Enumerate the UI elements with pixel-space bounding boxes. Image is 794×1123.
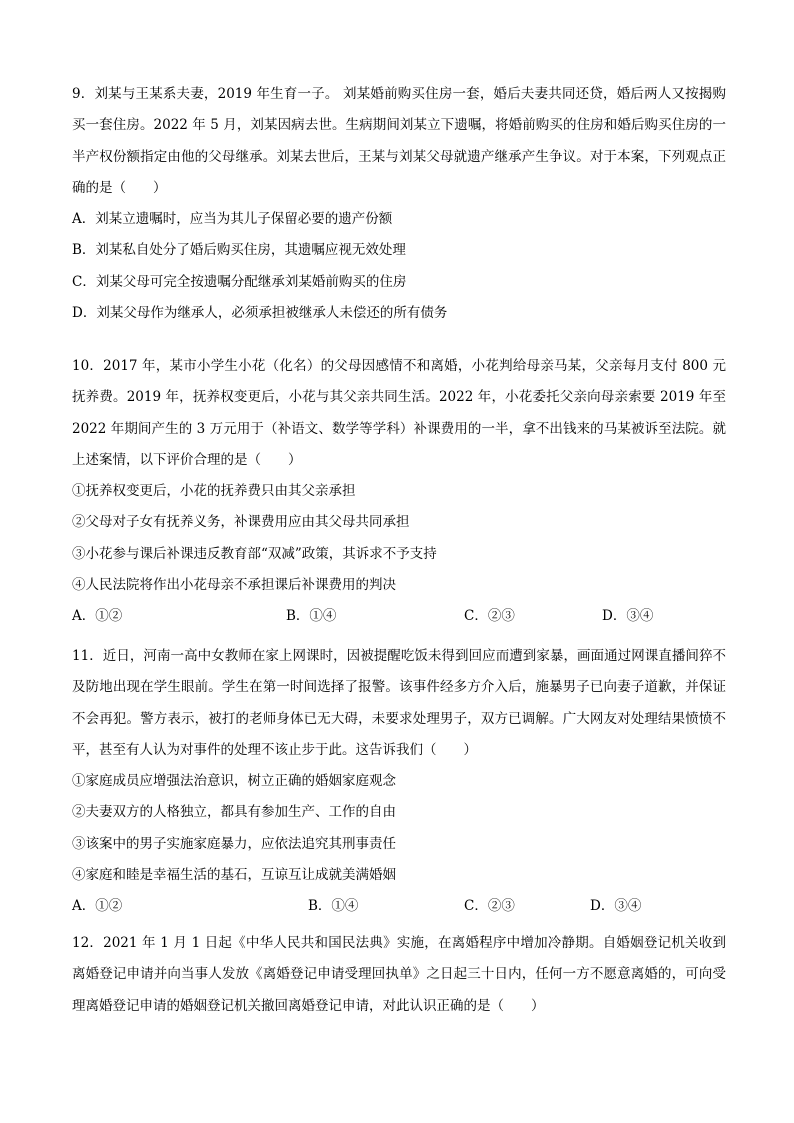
question-9-option-b: B．刘某私自处分了婚后购买住房，其遗嘱应视无效处理 (72, 242, 406, 259)
question-11-choice-c: C．②③ (464, 898, 515, 915)
question-11-item-2: ②夫妻双方的人格独立，都具有参加生产、工作的自由 (72, 804, 396, 821)
question-9-stem: 9．刘某与王某系夫妻，2019 年生育一子。 刘某婚前购买住房一套，婚后夫妻共同还贷，婚后两人又按揭购买一套住房。2022 年 5 月，刘某因病去世。生病期间刘某立下遗嘱，将婚前购买的住房和婚后购买住房的一半产权份额指定由他的父母继承。刘某去世后，王某与刘某父母就遗产继承产生争议。对于本案，下列观点正确的是（ ） (72, 86, 726, 196)
question-10-choice-d: D．③④ (602, 608, 654, 625)
question-10-choice-b: B．①④ (286, 608, 337, 625)
question-9 (72, 79, 726, 329)
question-11-choice-b: B．①④ (308, 898, 359, 915)
question-11-item-1: ①家庭成员应增强法治意识，树立正确的婚姻家庭观念 (72, 773, 396, 790)
question-10 (72, 351, 726, 633)
question-9-option-d: D．刘某父母作为继承人，必须承担被继承人未偿还的所有债务 (72, 305, 448, 322)
question-12 (72, 928, 726, 1022)
question-10-item-4: ④人民法院将作出小花母亲不承担课后补课费用的判决 (72, 577, 396, 594)
question-11-item-4: ④家庭和睦是幸福生活的基石，互谅互让成就美满婚姻 (72, 867, 396, 884)
question-10-stem: 10．2017 年，某市小学生小花（化名）的父母因感情不和离婚，小花判给母亲马某，父亲每月支付 800 元抚养费。2019 年，抚养权变更后，小花与其父亲共同生活。2022 年，小花委托父亲向母亲索要 2019 年至 2022 年期间产生的 3 万元用于（补语文、数学等学科）补课费用的一半，拿不出钱来的马某被诉至法院。就上述案情，以下评价合理的是（ ） (72, 358, 726, 468)
question-10-choice-c: C．②③ (464, 608, 515, 625)
question-12-stem: 12．2021 年 1 月 1 日起《中华人民共和国民法典》实施，在离婚程序中增加冷静期。自婚姻登记机关收到离婚登记申请并向当事人发放《离婚登记申请受理回执单》之日起三十日内，任何一方不愿意离婚的，可向受理离婚登记申请的婚姻登记机关撤回离婚登记申请，对此认识正确的是（ ） (72, 935, 726, 1014)
question-10-item-2: ②父母对子女有抚养义务，补课费用应由其父母共同承担 (72, 514, 410, 531)
question-11-stem: 11．近日，河南一高中女教师在家上网课时，因被提醒吃饭未得到回应而遭到家暴，画面通过网课直播间猝不及防地出现在学生眼前。学生在第一时间选择了报警。该事件经多方介入后，施暴男子已向妻子道歉，并保证不会再犯。警方表示，被打的老师身体已无大碍，未要求处理男子，双方已调解。广大网友对处理结果愤愤不平，甚至有人认为对事件的处理不该止步于此。这告诉我们（ ） (72, 648, 726, 758)
question-11 (72, 641, 726, 923)
question-11-item-3: ③该案中的男子实施家庭暴力，应依法追究其刑事责任 (72, 835, 396, 852)
question-9-option-a: A．刘某立遗嘱时，应当为其儿子保留必要的遗产份额 (72, 211, 393, 228)
question-10-choices (72, 601, 726, 632)
question-11-choice-a: A．①② (72, 898, 123, 915)
question-10-item-1: ①抚养权变更后，小花的抚养费只由其父亲承担 (72, 483, 356, 500)
question-10-choice-a: A．①② (72, 608, 123, 625)
question-10-item-3: ③小花参与课后补课违反教育部“双减”政策，其诉求不予支持 (72, 545, 437, 562)
question-11-choices (72, 891, 726, 922)
question-11-choice-d: D．③④ (590, 898, 642, 915)
question-9-option-c: C．刘某父母可完全按遗嘱分配继承刘某婚前购买的住房 (72, 273, 407, 290)
